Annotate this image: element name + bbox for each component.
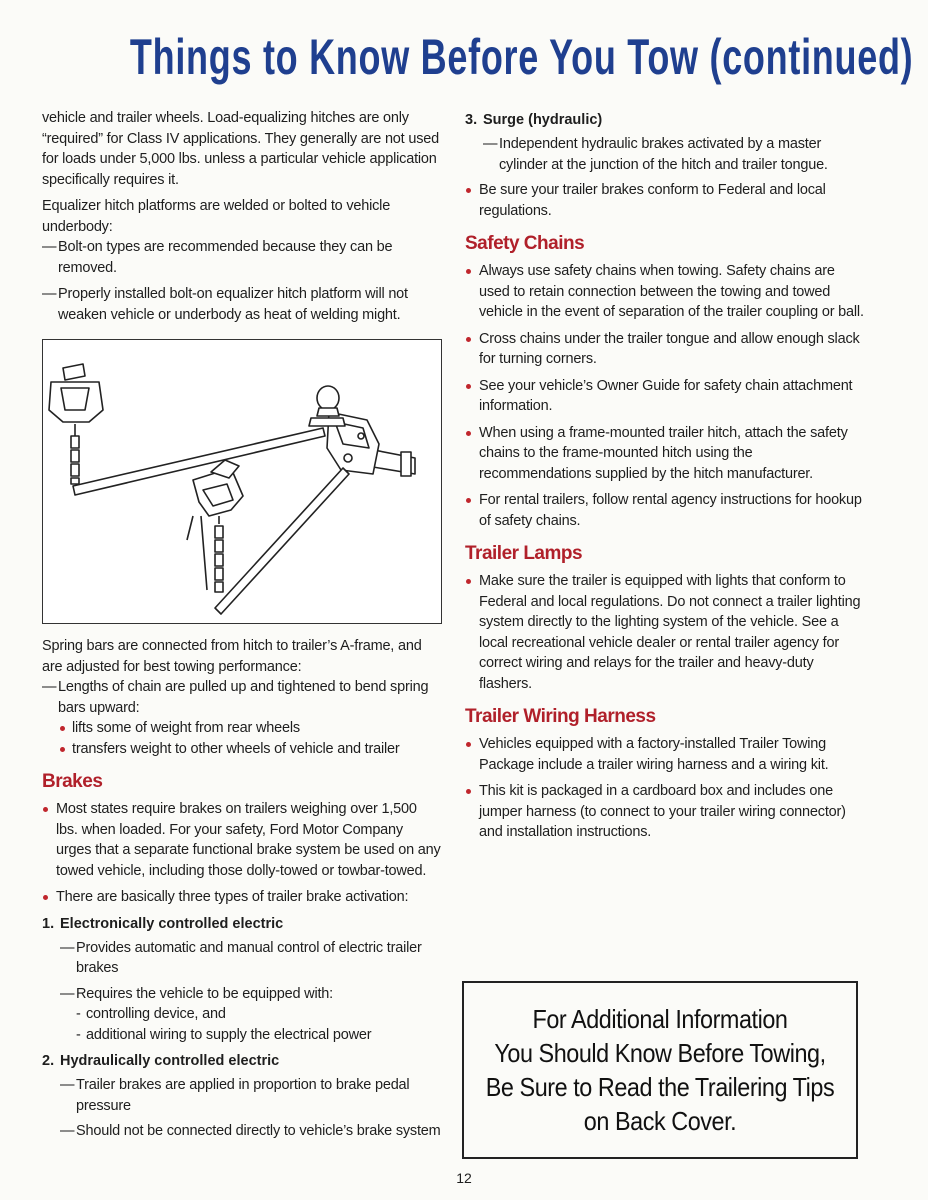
brakes-heading: Brakes (42, 771, 103, 792)
bullet-dot-icon (466, 789, 471, 794)
brake-type-number: 2. (42, 1053, 55, 1069)
lamps-bullet (465, 571, 865, 694)
spring-dash-item: — Lengths of chain are pulled up and tightened to bend spring bars upward: (42, 677, 442, 718)
additional-info-box (462, 981, 858, 1159)
spring-sub-bullet-text: transfers weight to other wheels of vehicle and trailer (72, 740, 400, 757)
bullet-dot-icon (466, 431, 471, 436)
harness-bullet (465, 734, 865, 775)
safety-bullet (465, 329, 865, 370)
safety-bullet (465, 423, 865, 485)
safety-bullet-text: For rental trailers, follow rental agency instructions for hookup of safety chains. (479, 492, 862, 529)
safety-bullet-text: When using a frame-mounted trailer hitch, attach the safety chains to the frame-mounted hitch using the recommendations supplied by the hitch manufacturer. (479, 424, 848, 482)
safety-bullet-text: Always use safety chains when towing. Safety chains are used to retain connection between the towing and towed vehicle in the event of separation of the trailer coupling or ball. (479, 263, 864, 320)
brake-type-dash: — Trailer brakes are applied in proportion to brake pedal pressure (42, 1075, 442, 1116)
brakes-bullet (42, 887, 442, 908)
harness-bullet-text: This kit is packaged in a cardboard box and includes one jumper harness (to connect to your trailer wiring connector) and installation instructions. (479, 783, 846, 840)
brake-type-dash: — Requires the vehicle to be equipped with: (42, 984, 442, 1005)
brake-type-minor-item: - controlling device, and (42, 1004, 442, 1025)
bullet-dot-icon (466, 579, 471, 584)
bullet-dot-icon (466, 269, 471, 274)
bullet-dot-icon (466, 188, 471, 193)
bullet-dot-icon (466, 498, 471, 503)
spring-bars-paragraph: Spring bars are connected from hitch to trailer’s A-frame, and are adjusted for best towing performance: (42, 638, 422, 675)
brake-type-minor-item: - additional wiring to supply the electrical power (42, 1025, 442, 1046)
brake-type-dash: — Independent hydraulic brakes activated by a master cylinder at the junction of the hitch and trailer tongue. (465, 134, 865, 175)
bullet-dot-icon (60, 726, 65, 731)
brakes-bullet-text: There are basically three types of trailer brake activation: (56, 889, 409, 905)
right-column (465, 108, 865, 849)
safety-chains-heading: Safety Chains (465, 233, 585, 254)
trailer-lamps-heading: Trailer Lamps (465, 543, 583, 564)
bullet-dot-icon (43, 807, 48, 812)
brakes-bullet-text: Be sure your trailer brakes conform to Federal and local regulations. (479, 182, 826, 219)
platform-paragraph: Equalizer hitch platforms are welded or bolted to vehicle underbody: (42, 198, 391, 235)
brake-type-heading (42, 1051, 442, 1071)
harness-bullet (465, 781, 865, 843)
hitch-illustration (42, 339, 442, 624)
bullet-dot-icon (43, 895, 48, 900)
weight-distributing-hitch-illustration (43, 340, 441, 623)
page-title: Things to Know Before You Tow (continued) (129, 29, 914, 85)
left-column (42, 108, 442, 1147)
info-line: Be Sure to Read the Trailering Tips (485, 1072, 835, 1102)
brake-type-heading (42, 914, 442, 934)
bullet-dot-icon (466, 742, 471, 747)
spring-sub-bullet (42, 739, 442, 760)
lamps-bullet-text: Make sure the trailer is equipped with lights that conform to Federal and local regulations. Do not connect a trailer lighting system directly to the lighting system of the vehicle. See a local recreational vehicle dealer or rental trailer agency for correct wiring and relays for the trailer and heavy-duty flashers. (479, 573, 861, 692)
brake-type-dash: — Provides automatic and manual control of electric trailer brakes (42, 938, 442, 979)
spring-sub-bullet (42, 718, 442, 739)
info-line: You Should Know Before Towing, (494, 1038, 826, 1068)
platform-dash-item: — Properly installed bolt-on equalizer hitch platform will not weaken vehicle or underbody as heat of welding might. (42, 284, 442, 325)
info-line: For Additional Information (532, 1004, 788, 1034)
page-number: 12 (456, 1170, 472, 1186)
info-line: on Back Cover. (583, 1106, 737, 1136)
brakes-bullet (465, 180, 865, 221)
brakes-bullet (42, 799, 442, 881)
safety-bullet-text: Cross chains under the trailer tongue and allow enough slack for turning corners. (479, 330, 860, 367)
safety-bullet (465, 490, 865, 531)
safety-bullet-text: See your vehicle’s Owner Guide for safety chain attachment information. (479, 377, 853, 414)
platform-dash-item: — Bolt-on types are recommended because they can be removed. (42, 237, 442, 278)
brake-type-title: Electronically controlled electric (60, 915, 284, 932)
bullet-dot-icon (466, 384, 471, 389)
bullet-dot-icon (466, 337, 471, 342)
bullet-dot-icon (60, 747, 65, 752)
brakes-bullet-text: Most states require brakes on trailers weighing over 1,500 lbs. when loaded. For your safety, Ford Motor Company urges that a separate functional brake system be used on any towed vehicle, including those dolly-towed or towbar-towed. (56, 801, 441, 879)
intro-paragraph: vehicle and trailer wheels. Load-equalizing hitches are only “required” for Class IV applications. They generally are not used for loads under 5,000 lbs. unless a particular vehicle application specifically requires it. (42, 110, 439, 188)
spring-sub-bullet-text: lifts some of weight from rear wheels (72, 720, 300, 736)
safety-bullet (465, 376, 865, 417)
brake-type-number: 1. (42, 915, 55, 932)
brake-type-title: Hydraulically controlled electric (60, 1053, 280, 1069)
brake-type-number: 3. (465, 112, 478, 128)
harness-bullet-text: Vehicles equipped with a factory-installed Trailer Towing Package include a trailer wiring harness and a wiring kit. (479, 736, 829, 773)
wiring-harness-heading: Trailer Wiring Harness (465, 706, 656, 727)
brake-type-title: Surge (hydraulic) (483, 112, 603, 128)
safety-bullet (465, 261, 865, 323)
brake-type-dash: — Should not be connected directly to vehicle’s brake system (42, 1121, 442, 1142)
brake-type-heading (465, 110, 865, 130)
